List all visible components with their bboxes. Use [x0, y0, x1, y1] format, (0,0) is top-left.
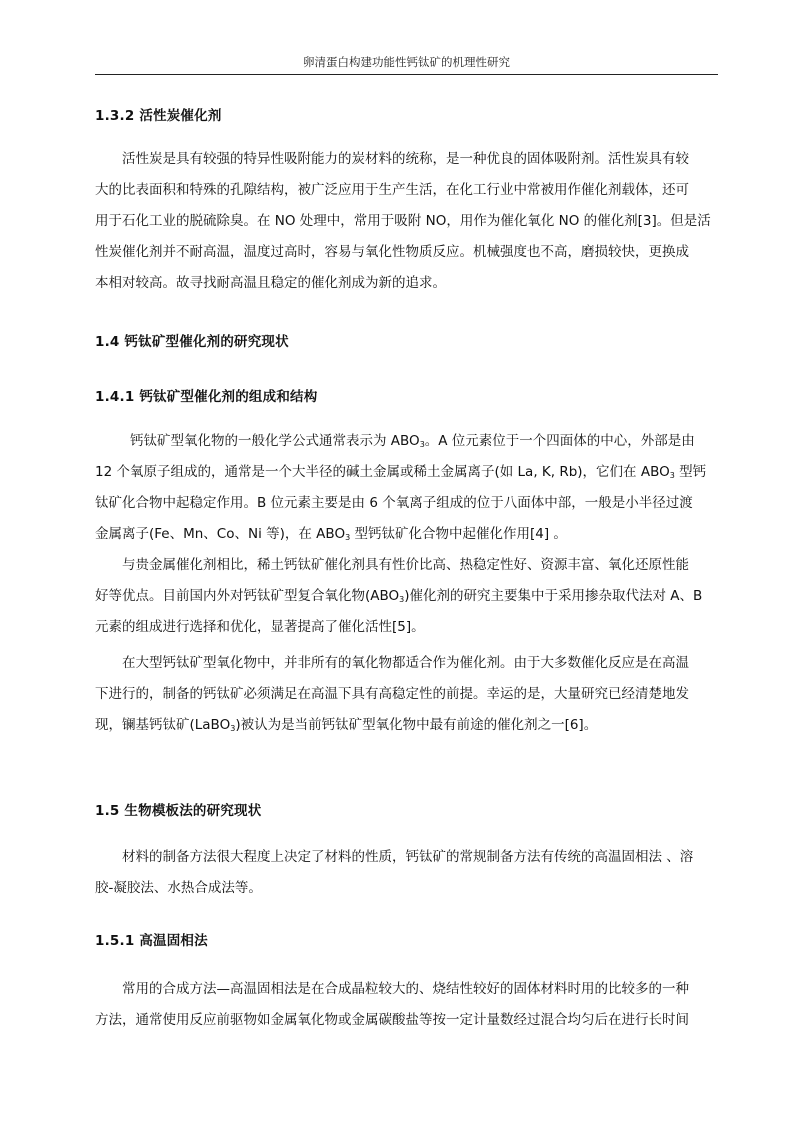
running-header: 卵清蛋白构建功能性钙钛矿的机理性研究 — [303, 55, 510, 69]
text-line: 元素的组成进行选择和优化，显著提高了催化活性[5]。 — [95, 619, 425, 635]
text-line: 现，镧基钙钛矿(LaBO$_3$)被认为是当前钙钛矿型氧化物中最有前途的催化剂之一[6]。 — [95, 717, 598, 733]
text-line: 与贵金属催化剂相比，稀土钙钛矿催化剂具有性价比高、热稳定性好、资源丰富、氧化还原性能 — [122, 557, 689, 573]
text-line: 下进行的，制备的钙钛矿必须满足在高温下具有高稳定性的前提。幸运的是，大量研究已经清楚地发 — [95, 686, 689, 702]
text-line: 好等优点。目前国内外对钙钛矿型复合氧化物$(ABO_3)$催化剂的研究主要集中于采用掺杂取代法对 A、B — [95, 588, 703, 604]
paragraph-lanthanum-perovskite — [95, 648, 718, 741]
text-line: 钙钛矿型氧化物的一般化学公式通常表示为 $ABO_3$。A 位元素位于一个四面体的中心，外部是由 — [130, 433, 695, 449]
paragraph-activated-carbon — [95, 144, 718, 299]
text-line: 金属离子(Fe、Mn、Co、Ni 等)，在 $ABO_3$ 型钙钛矿化合物中起催化作用[4] 。 — [95, 526, 567, 542]
text-line: 本相对较高。故寻找耐高温且稳定的催化剂成为新的追求。 — [95, 275, 446, 291]
heading-1-4-1: 1.4.1 钙钛矿型催化剂的组成和结构 — [95, 389, 318, 405]
heading-1-5: 1.5 生物模板法的研究现状 — [95, 803, 262, 819]
text-line: 胶-凝胶法、水热合成法等。 — [95, 880, 262, 896]
paragraph-rare-earth-perovskite — [95, 550, 718, 643]
paragraph-preparation-methods — [95, 842, 718, 904]
heading-1-5-1: 1.5.1 高温固相法 — [95, 933, 208, 949]
paragraph-solid-state — [95, 974, 718, 1036]
paragraph-perovskite-structure — [95, 426, 718, 550]
text-line: 在大型钙钛矿型氧化物中，并非所有的氧化物都适合作为催化剂。由于大多数催化反应是在高温 — [122, 655, 689, 671]
text-line: 常用的合成方法—高温固相法是在合成晶粒较大的、烧结性较好的固体材料时用的比较多的一种 — [122, 981, 689, 997]
heading-1-4: 1.4 钙钛矿型催化剂的研究现状 — [95, 334, 289, 350]
text-line: 方法，通常使用反应前驱物如金属氧化物或金属碳酸盐等按一定计量数经过混合均匀后在进行长时间 — [95, 1012, 689, 1028]
text-line: 性炭催化剂并不耐高温，温度过高时，容易与氧化性物质反应。机械强度也不高，磨损较快，更换成 — [95, 244, 689, 260]
text-line: 12 个氧原子组成的，通常是一个大半径的碱土金属或稀土金属离子(如 La, K, Rb)，它们在 $ABO_3$ 型钙 — [95, 464, 707, 480]
text-line: 材料的制备方法很大程度上决定了材料的性质，钙钛矿的常规制备方法有传统的高温固相法 、溶 — [122, 849, 694, 865]
header-rule — [95, 74, 718, 75]
heading-1-3-2: 1.3.2 活性炭催化剂 — [95, 108, 222, 124]
text-line: 用于石化工业的脱硫除臭。在 NO 处理中，常用于吸附 NO，用作为催化氧化 NO 的催化剂[3]。但是活 — [95, 213, 711, 229]
text-line: 钛矿化合物中起稳定作用。B 位元素主要是由 6 个氧离子组成的位于八面体中部，一般是小半径过渡 — [95, 495, 693, 511]
text-line: 活性炭是具有较强的特异性吸附能力的炭材料的统称，是一种优良的固体吸附剂。活性炭具有较 — [122, 151, 689, 167]
text-line: 大的比表面积和特殊的孔隙结构，被广泛应用于生产生活，在化工行业中常被用作催化剂载体，还可 — [95, 182, 689, 198]
